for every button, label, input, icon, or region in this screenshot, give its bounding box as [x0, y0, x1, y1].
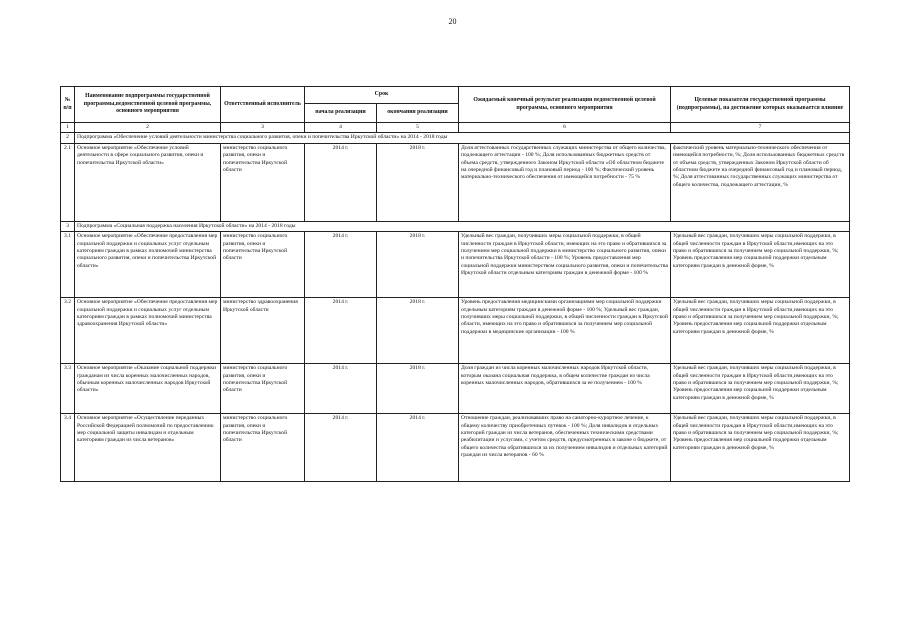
row-start: 2014 г.	[305, 414, 377, 482]
header-indicators: Целевые показатели государственной программы (подпрограммы), на достижение которых оказывается влияние	[671, 87, 850, 123]
row-start: 2014 г.	[305, 143, 377, 221]
header-term: Срок	[305, 87, 459, 104]
row-result: Доля аттестованных государственных служащих министерства от общего количества, подлежащего аттестации - 100 %; Доля использованных бюджетных средств от объема средств, утвержденного Законом Иркутской области «Об областном бюджете на очередной финансовый год и плановый период - 100 %; Фактический уровень материально-технического обеспечения от имеющейся потребности - 75 %	[459, 143, 671, 221]
section-title: Подпрограмма «Социальная поддержка населения Иркутской области» на 2014 - 2018 годы	[75, 221, 850, 231]
column-numbers-row	[61, 123, 850, 133]
row-num: 3.3	[61, 364, 75, 414]
section-row-3	[61, 221, 850, 231]
section-row-2	[61, 133, 850, 143]
row-executor: министерство здравоохранения Иркутской области	[221, 298, 305, 364]
row-name: Основное мероприятие «Обеспечение предоставления мер социальной поддержки и социальных услуг отдельным категориям граждан в рамках полномочий министерства социального развития, опеки и попечительства Иркутской области»	[75, 232, 221, 298]
row-executor: министерство социального развития, опеки и попечительства Иркутской области	[221, 232, 305, 298]
row-name: Основное мероприятие «Обеспечение условий деятельности в сфере социального развития, опеки и попечительства Иркутской области»	[75, 143, 221, 221]
row-indicators: Удельный вес граждан, получивших меры социальной поддержки, в общей численности граждан в Иркутской области,имеющих на это право и обратившихся за получением мер социальной поддержки, %; Уровень предоставления мер социальной поддержки отдельным категориям граждан в денежной форме, %	[671, 232, 850, 298]
row-name: Основное мероприятие «Осуществление переданных Российской Федерацией полномочий по предоставлению мер социальной защиты инвалидам и отдельным категориям граждан из числа ветеранов»	[75, 414, 221, 482]
table-row-2-1	[61, 143, 850, 221]
row-executor: министерство социального развития, опеки и попечительства Иркутской области	[221, 364, 305, 414]
row-num: 3.1	[61, 232, 75, 298]
colnum-1: 1	[61, 123, 75, 133]
colnum-2: 2	[75, 123, 221, 133]
row-indicators: Удельный вес граждан, получивших меры социальной поддержки, в общей численности граждан в Иркутской области,имеющих на это право и обратившихся за получением мер социальной поддержки, %; Уровень предоставления мер социальной поддержки отдельным категориям граждан в денежной форме, %	[671, 298, 850, 364]
row-end: 2018 г.	[377, 298, 459, 364]
row-executor: министерство социального развития, опеки и попечительства Иркутской области	[221, 414, 305, 482]
table-row-3-3	[61, 364, 850, 414]
row-indicators: фактический уровень материально-технического обеспечения от имеющейся потребности, %; Доля использованных бюджетных средств от объема средств, утвержденных Законом Иркутской области об областном бюджете на очередной финансовый год и плановый период, %; Доля аттестованных государственных служащих министерства от общего количества, подлежащего аттестации, %	[671, 143, 850, 221]
row-indicators: Удельный вес граждан, получивших меры социальной поддержки, в общей численности граждан в Иркутской области,имеющих на это право и обратившихся за получением мер социальной поддержки, %; Уровень предоставления мер социальной поддержки отдельным категориям граждан в денежной форме, %	[671, 364, 850, 414]
colnum-7: 7	[671, 123, 850, 133]
header-executor: Ответственный исполнитель	[221, 87, 305, 123]
section-title: Подпрограмма «Обеспечение условий деятельности министерства социального развития, опеки и попечительства Иркутской области» на 2014 - 2018 годы	[75, 133, 850, 143]
page-number: 20	[448, 17, 457, 26]
row-num: 3.2	[61, 298, 75, 364]
row-start: 2014 г.	[305, 232, 377, 298]
row-end: 2018 г.	[377, 364, 459, 414]
row-result: Удельный вес граждан, получивших меры социальной поддержки, в общей численности граждан в Иркутской области, имеющих на это право и обратившихся за получением мер социальной поддержки в министерство социального развития, опеки и попечительства Иркутской области - 100 %; Уровень предоставления мер социальной поддержки министерством социального развития, опеки и попечительства Иркутской области отдельным категориям граждан в денежной форме - 100 %	[459, 232, 671, 298]
program-table	[60, 86, 850, 482]
row-result: Отношение граждан, реализовавших право на санаторно-курортное лечение, к общему количеству приобретенных путевок - 100 %; Доля инвалидов и отдельных категорий граждан из числа ветеранов, обеспеченных техническими средствами реабилитации и услугами, с учетом средств, предусмотренных в законе о бюджете, от общего количества обратившихся за их получением инвалидов и отдельных категорий граждан из числа ветеранов - 60 %	[459, 414, 671, 482]
row-start: 2014 г.	[305, 364, 377, 414]
section-num: 2	[61, 133, 75, 143]
header-row	[61, 87, 850, 104]
header-num: № п/п	[61, 87, 75, 123]
colnum-5: 5	[377, 123, 459, 133]
row-end: 2014 г.	[377, 414, 459, 482]
header-end: окончания реализации	[377, 104, 459, 123]
colnum-3: 3	[221, 123, 305, 133]
row-result: Уровень предоставления медицинскими организациями мер социальной поддержки отдельным категориям граждан в денежной форме - 100 %; Удельный вес граждан, получивших меры социальной поддержки, в общей численности граждан в Иркутской области, имеющих на это право и обратившихся за получением мер социальной поддержки в медицинские организации - 100 %	[459, 298, 671, 364]
table-row-3-4	[61, 414, 850, 482]
colnum-4: 4	[305, 123, 377, 133]
header-start: начала реализации	[305, 104, 377, 123]
header-result: Ожидаемый конечный результат реализации ведомственной целевой программы, основного мероприятия	[459, 87, 671, 123]
row-num: 3.4	[61, 414, 75, 482]
row-end: 2018 г.	[377, 232, 459, 298]
row-name: Основное мероприятие «Обеспечение предоставления мер социальной поддержки и социальных услуг отдельным категориям граждан в рамках полномочий министерства здравоохранения Иркутской области»	[75, 298, 221, 364]
row-result: Доля граждан из числа коренных малочисленных народов Иркутской области, которым оказана социальная поддержка, в общем количестве граждан из числа коренных малочисленных народов, обратившихся за ее получением - 100 %	[459, 364, 671, 414]
row-name: Основное мероприятие «Оказание социальной поддержки гражданам из числа коренных малочисленных народов, обычным коренных малочисленных народов Иркутской области»	[75, 364, 221, 414]
section-num: 3	[61, 221, 75, 231]
header-name: Наименование подпрограммы государственной программы,ведомственной целевой программы, основного мероприятия	[75, 87, 221, 123]
colnum-6: 6	[459, 123, 671, 133]
table-row-3-2	[61, 298, 850, 364]
row-end: 2018 г.	[377, 143, 459, 221]
row-num: 2.1	[61, 143, 75, 221]
row-executor: министерство социального развития, опеки и попечительства Иркутской области	[221, 143, 305, 221]
table-row-3-1	[61, 232, 850, 298]
row-start: 2014 г.	[305, 298, 377, 364]
row-indicators: Удельный вес граждан, получивших меры социальной поддержки, в общей численности граждан в Иркутской области,имеющих на это право и обратившихся за получением мер социальной поддержки, %; Уровень предоставления мер социальной поддержки отдельным категориям граждан в денежной форме, %	[671, 414, 850, 482]
